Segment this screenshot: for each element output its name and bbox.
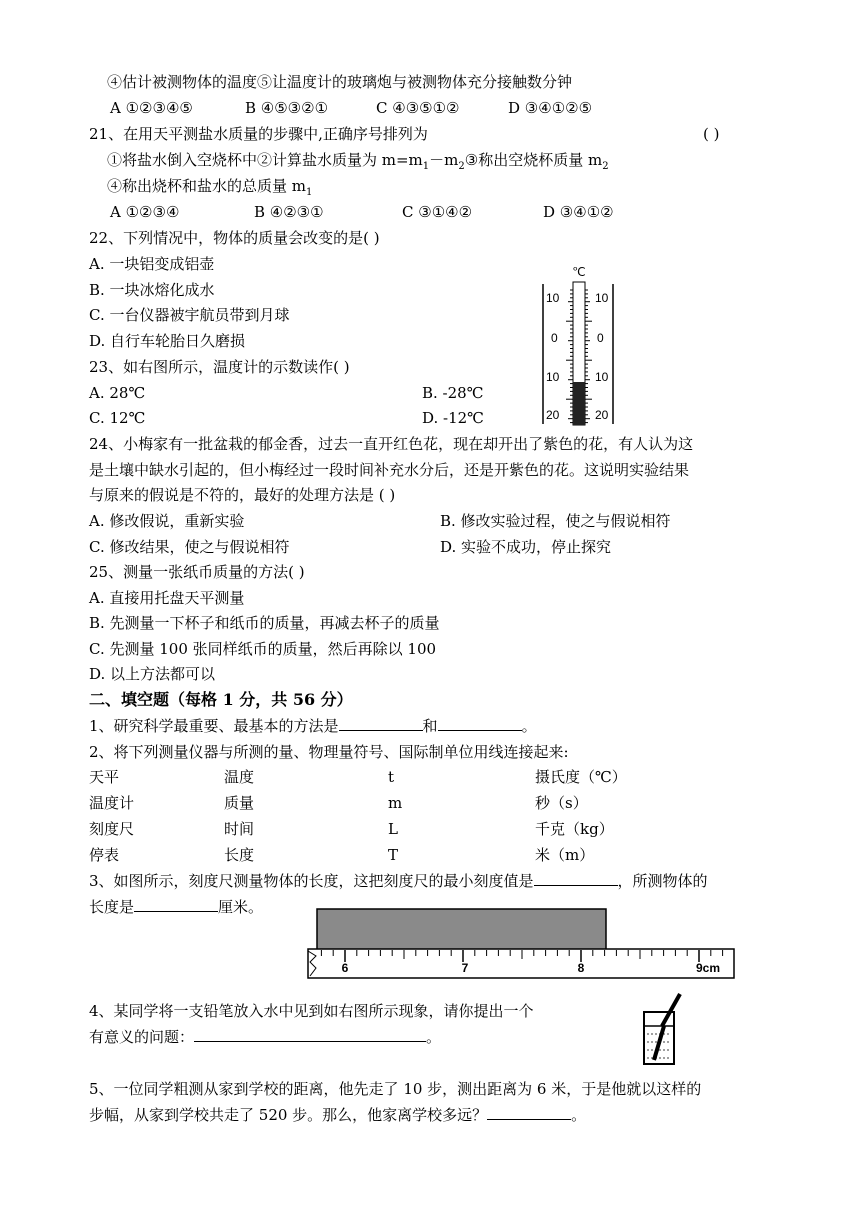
q21-steps-line2: ④称出烧杯和盐水的总质量 $m_1$ <box>107 177 313 198</box>
q23-option-a: A. 28℃ <box>89 384 146 402</box>
q24-line3: 与原来的假说是不符的，最好的处理方法是 ( ) <box>89 486 396 504</box>
thermometer-right-label-minus20: 20 <box>595 408 609 422</box>
q20-line4: ④估计被测物体的温度⑤让温度计的玻璃炮与被测物体充分接触数分钟 <box>107 73 573 91</box>
beaker-pencil-figure <box>634 990 690 1070</box>
q24-line2: 是土壤中缺水引起的，但小梅经过一段时间补充水分后，还是开紫色的花。这说明实验结果 <box>89 461 690 479</box>
q21-option-c: C ③①④② <box>402 203 473 221</box>
unit-kilogram: 千克（kg） <box>535 820 614 838</box>
quantity-time: 时间 <box>224 820 255 838</box>
q22-option-a: A. 一块铝变成铝壶 <box>89 255 215 273</box>
thermometer-left-label-minus10: 10 <box>546 370 560 384</box>
thermometer-right-label-10: 10 <box>595 291 609 305</box>
unit-second: 秒（s） <box>535 794 588 812</box>
instrument-balance: 天平 <box>89 768 120 786</box>
q25-option-d: D. 以上方法都可以 <box>89 665 216 683</box>
q24-option-c: C. 修改结果，使之与假说相符 <box>89 538 290 556</box>
q24-option-a: A. 修改假说，重新实验 <box>89 512 245 530</box>
q24-line1: 24、小梅家有一批盆栽的郁金香，过去一直开红色花，现在却开出了紫色的花，有人认为这 <box>89 435 694 453</box>
q21-answer-paren: ( ) <box>703 125 720 143</box>
quantity-length: 长度 <box>224 846 255 864</box>
q21-steps-line1: ①将盐水倒入空烧杯中②计算盐水质量为 $m=m_1-m_2③$称出空烧杯质量 $m_2$ <box>107 151 609 172</box>
fill-q1: 1、研究科学最重要、最基本的方法是 和 。 <box>89 717 537 735</box>
q20-option-b: B ④⑤③②① <box>245 99 329 117</box>
fill-q4-blank[interactable] <box>194 1041 426 1042</box>
thermometer-left-label-0: 0 <box>551 331 558 345</box>
fill-q3-line1: 3、如图所示，刻度尺测量物体的长度，这把刻度尺的最小刻度值是 ，所测物体的 <box>89 872 708 890</box>
thermometer-unit: ℃ <box>572 265 586 279</box>
fill-q5-line1: 5、一位同学粗测从家到学校的距离，他先走了 10 步，测出距离为 6 米，于是他就以这样的 <box>89 1080 702 1098</box>
q22-option-c: C. 一台仪器被宇航员带到月球 <box>89 306 290 324</box>
q24-option-d: D. 实验不成功，停止探究 <box>440 538 612 556</box>
ruler-label-8: 8 <box>577 961 585 975</box>
ruler-label-9cm: 9cm <box>695 961 721 975</box>
q22-option-b: B. 一块冰熔化成水 <box>89 281 215 299</box>
fill-q1-blank1[interactable] <box>339 730 423 731</box>
thermometer-figure <box>533 260 625 430</box>
q20-option-a: A ①②③④⑤ <box>110 99 193 117</box>
fill-q5-blank[interactable] <box>487 1119 571 1120</box>
ruler-body <box>308 949 734 978</box>
q22-stem: 22、下列情况中，物体的质量会改变的是( ) <box>89 229 380 247</box>
thermometer-right-label-minus10: 10 <box>595 370 609 384</box>
q21-option-a: A ①②③④ <box>110 203 180 221</box>
q23-option-b: B. -28℃ <box>422 384 484 402</box>
q23-stem: 23、如右图所示，温度计的示数读作( ) <box>89 358 350 376</box>
q24-option-b: B. 修改实验过程，使之与假说相符 <box>440 512 671 530</box>
q21-option-d: D ③④①② <box>543 203 614 221</box>
q23-option-d: D. -12℃ <box>422 409 484 427</box>
instrument-ruler: 刻度尺 <box>89 820 135 838</box>
symbol-t: t <box>388 768 395 786</box>
fill-q3-blank1[interactable] <box>534 885 618 886</box>
measured-object <box>317 909 606 953</box>
symbol-m: m <box>388 794 403 812</box>
symbol-L: L <box>388 820 398 838</box>
q22-option-d: D. 自行车轮胎日久磨损 <box>89 332 246 350</box>
unit-celsius: 摄氏度（℃） <box>535 768 627 786</box>
q25-stem: 25、测量一张纸币质量的方法( ) <box>89 563 305 581</box>
q20-option-c: C ④③⑤①② <box>376 99 460 117</box>
thermometer-left-label-10: 10 <box>546 291 560 305</box>
instrument-stopwatch: 停表 <box>89 846 120 864</box>
symbol-T: T <box>388 846 399 864</box>
q23-option-c: C. 12℃ <box>89 409 146 427</box>
fill-q1-blank2[interactable] <box>438 730 522 731</box>
unit-meter: 米（m） <box>535 846 595 864</box>
thermometer-right-label-0: 0 <box>597 331 604 345</box>
fill-q5-line2: 步幅，从家到学校共走了 520 步。那么，他家离学校多远？ 。 <box>89 1106 587 1124</box>
q25-option-b: B. 先测量一下杯子和纸币的质量，再减去杯子的质量 <box>89 614 440 632</box>
q25-option-a: A. 直接用托盘天平测量 <box>89 589 245 607</box>
fill-q3-blank2[interactable] <box>134 911 218 912</box>
q21-option-b: B ④②③① <box>254 203 324 221</box>
ruler-figure <box>300 906 740 980</box>
ruler-label-6: 6 <box>341 961 349 975</box>
fill-q2-stem: 2、将下列测量仪器与所测的量、物理量符号、国际制单位用线连接起来: <box>89 743 569 761</box>
q21-stem: 21、在用天平测盐水质量的步骤中,正确序号排列为 <box>89 125 428 143</box>
thermometer-left-label-minus20: 20 <box>546 408 560 422</box>
q25-option-c: C. 先测量 100 张同样纸币的质量，然后再除以 100 <box>89 640 437 658</box>
section-heading-fill-in: 二、填空题（每格 1 分，共 56 分） <box>89 690 353 709</box>
q20-option-d: D ③④①②⑤ <box>508 99 593 117</box>
quantity-temperature: 温度 <box>224 768 255 786</box>
instrument-thermometer: 温度计 <box>89 794 135 812</box>
fill-q3-line2: 长度是 厘米。 <box>89 898 264 916</box>
fill-q4-line1: 4、某同学将一支铅笔放入水中见到如右图所示现象，请你提出一个 <box>89 1002 534 1020</box>
quantity-mass: 质量 <box>224 794 255 812</box>
fill-q4-line2: 有意义的问题： 。 <box>89 1028 442 1046</box>
ruler-label-7: 7 <box>461 961 469 975</box>
